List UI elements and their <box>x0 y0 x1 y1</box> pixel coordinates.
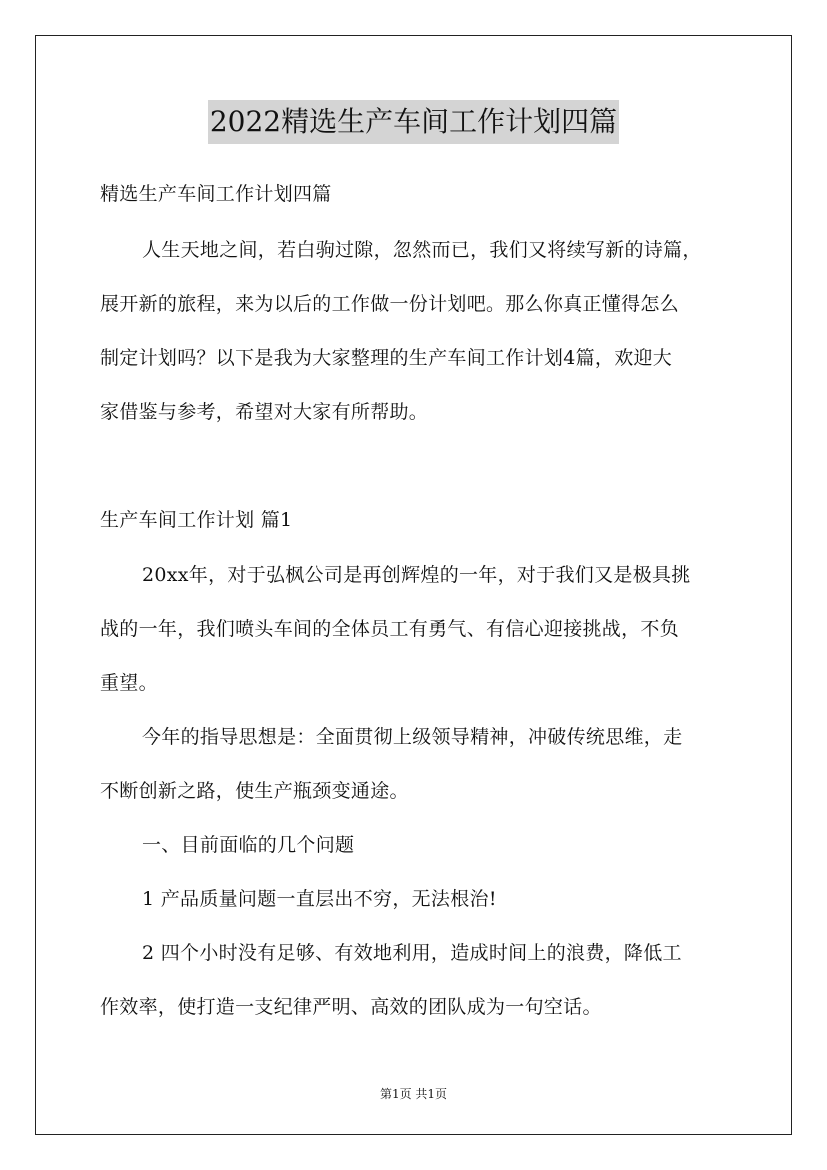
intro-line-3: 制定计划吗？以下是我为大家整理的生产车间工作计划4篇，欢迎大 <box>100 347 673 369</box>
para1-line-1: 20xx年，对于弘枫公司是再创辉煌的一年，对于我们又是极具挑 <box>142 564 691 586</box>
problems-subheading: 一、目前面临的几个问题 <box>142 834 355 856</box>
problem-item-2-line-1: 2 四个小时没有足够、有效地利用，造成时间上的浪费，降低工 <box>142 942 682 964</box>
para1-line-2: 战的一年，我们喷头车间的全体员工有勇气、有信心迎接挑战，不负 <box>100 618 680 640</box>
title-container <box>0 100 827 144</box>
section-heading: 生产车间工作计划 篇1 <box>100 509 293 531</box>
para2-line-2: 不断创新之路，使生产瓶颈变通途。 <box>100 780 409 802</box>
intro-line-2: 展开新的旅程，来为以后的工作做一份计划吧。那么你真正懂得怎么 <box>100 293 680 315</box>
intro-line-4: 家借鉴与参考，希望对大家有所帮助。 <box>100 401 429 423</box>
document-title: 2022精选生产车间工作计划四篇 <box>208 100 619 144</box>
para2-line-1: 今年的指导思想是：全面贯彻上级领导精神，冲破传统思维，走 <box>142 726 683 748</box>
page-number-footer: 第1页 共1页 <box>379 1087 448 1101</box>
document-subtitle: 精选生产车间工作计划四篇 <box>100 183 332 205</box>
intro-line-1: 人生天地之间，若白驹过隙，忽然而已，我们又将续写新的诗篇， <box>142 239 702 261</box>
para1-line-3: 重望。 <box>100 672 158 694</box>
problem-item-2-line-2: 作效率，使打造一支纪律严明、高效的团队成为一句空话。 <box>100 996 602 1018</box>
problem-item-1: 1 产品质量问题一直层出不穷，无法根治! <box>142 888 497 910</box>
